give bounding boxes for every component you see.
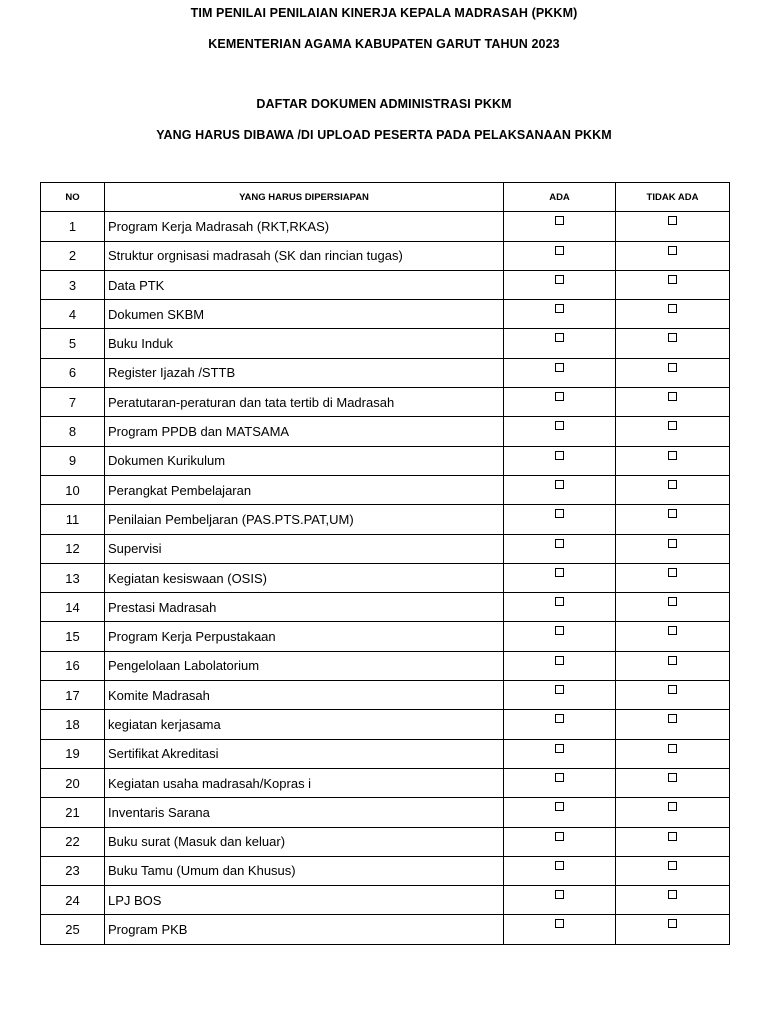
row-number: 5 (41, 329, 105, 358)
checkbox-tidak-ada[interactable] (668, 656, 677, 665)
cell-tidak-ada (616, 593, 730, 622)
row-number: 3 (41, 270, 105, 299)
cell-tidak-ada (616, 270, 730, 299)
cell-ada (504, 593, 616, 622)
checkbox-tidak-ada[interactable] (668, 832, 677, 841)
row-number: 2 (41, 241, 105, 270)
cell-tidak-ada (616, 534, 730, 563)
cell-tidak-ada (616, 739, 730, 768)
row-number: 14 (41, 593, 105, 622)
checkbox-tidak-ada[interactable] (668, 304, 677, 313)
cell-tidak-ada (616, 212, 730, 241)
row-number: 11 (41, 505, 105, 534)
cell-tidak-ada (616, 681, 730, 710)
table-row (41, 798, 730, 827)
cell-tidak-ada (616, 827, 730, 856)
cell-ada (504, 212, 616, 241)
table-row (41, 856, 730, 885)
table-header-row (41, 183, 730, 212)
checkbox-tidak-ada[interactable] (668, 802, 677, 811)
cell-ada (504, 827, 616, 856)
document-item-label: Dokumen Kurikulum (105, 446, 504, 475)
table-row (41, 622, 730, 651)
row-number: 21 (41, 798, 105, 827)
checkbox-tidak-ada[interactable] (668, 714, 677, 723)
document-item-label: Program PKB (105, 915, 504, 944)
document-item-label: Penilaian Pembeljaran (PAS.PTS.PAT,UM) (105, 505, 504, 534)
checkbox-ada[interactable] (555, 656, 564, 665)
cell-tidak-ada (616, 886, 730, 915)
table-row (41, 651, 730, 680)
table-row (41, 681, 730, 710)
checkbox-tidak-ada[interactable] (668, 392, 677, 401)
row-number: 22 (41, 827, 105, 856)
checkbox-tidak-ada[interactable] (668, 626, 677, 635)
document-item-label: Struktur orgnisasi madrasah (SK dan rincian tugas) (105, 241, 504, 270)
cell-ada (504, 563, 616, 592)
cell-ada (504, 710, 616, 739)
checkbox-tidak-ada[interactable] (668, 363, 677, 372)
checkbox-tidak-ada[interactable] (668, 568, 677, 577)
cell-tidak-ada (616, 446, 730, 475)
row-number: 9 (41, 446, 105, 475)
document-item-label: Prestasi Madrasah (105, 593, 504, 622)
document-item-label: Kegiatan kesiswaan (OSIS) (105, 563, 504, 592)
table-body (41, 212, 730, 944)
table-row (41, 212, 730, 241)
row-number: 10 (41, 475, 105, 504)
document-title-line-2: KEMENTERIAN AGAMA KABUPATEN GARUT TAHUN 2023 (208, 37, 560, 51)
checkbox-ada[interactable] (555, 744, 564, 753)
cell-ada (504, 505, 616, 534)
checkbox-tidak-ada[interactable] (668, 773, 677, 782)
row-number: 16 (41, 651, 105, 680)
document-item-label: Program Kerja Perpustakaan (105, 622, 504, 651)
cell-tidak-ada (616, 475, 730, 504)
checkbox-ada[interactable] (555, 421, 564, 430)
checkbox-ada[interactable] (555, 890, 564, 899)
table-row (41, 534, 730, 563)
column-header-no: NO (41, 183, 105, 212)
table-row (41, 388, 730, 417)
row-number: 23 (41, 856, 105, 885)
cell-tidak-ada (616, 329, 730, 358)
checkbox-tidak-ada[interactable] (668, 509, 677, 518)
cell-tidak-ada (616, 241, 730, 270)
cell-tidak-ada (616, 856, 730, 885)
cell-tidak-ada (616, 563, 730, 592)
cell-ada (504, 358, 616, 387)
cell-ada (504, 886, 616, 915)
checkbox-tidak-ada[interactable] (668, 919, 677, 928)
checkbox-ada[interactable] (555, 919, 564, 928)
cell-ada (504, 651, 616, 680)
checkbox-ada[interactable] (555, 714, 564, 723)
checkbox-tidak-ada[interactable] (668, 890, 677, 899)
table-row (41, 358, 730, 387)
document-item-label: Perangkat Pembelajaran (105, 475, 504, 504)
document-item-label: Program Kerja Madrasah (RKT,RKAS) (105, 212, 504, 241)
checkbox-ada[interactable] (555, 392, 564, 401)
checkbox-ada[interactable] (555, 802, 564, 811)
cell-ada (504, 300, 616, 329)
cell-ada (504, 681, 616, 710)
table-row (41, 446, 730, 475)
row-number: 1 (41, 212, 105, 241)
checkbox-ada[interactable] (555, 773, 564, 782)
cell-tidak-ada (616, 710, 730, 739)
checkbox-ada[interactable] (555, 861, 564, 870)
document-item-label: Peratutaran-peraturan dan tata tertib di Madrasah (105, 388, 504, 417)
document-item-label: Buku Induk (105, 329, 504, 358)
row-number: 24 (41, 886, 105, 915)
checkbox-tidak-ada[interactable] (668, 480, 677, 489)
cell-ada (504, 388, 616, 417)
column-header-ada: ADA (504, 183, 616, 212)
document-item-label: Komite Madrasah (105, 681, 504, 710)
checkbox-tidak-ada[interactable] (668, 685, 677, 694)
table-row (41, 270, 730, 299)
cell-tidak-ada (616, 798, 730, 827)
cell-tidak-ada (616, 651, 730, 680)
cell-ada (504, 768, 616, 797)
cell-ada (504, 417, 616, 446)
row-number: 7 (41, 388, 105, 417)
checkbox-ada[interactable] (555, 568, 564, 577)
checkbox-tidak-ada[interactable] (668, 539, 677, 548)
row-number: 18 (41, 710, 105, 739)
checkbox-ada[interactable] (555, 363, 564, 372)
cell-tidak-ada (616, 358, 730, 387)
checkbox-ada[interactable] (555, 275, 564, 284)
checkbox-tidak-ada[interactable] (668, 275, 677, 284)
document-item-label: Register Ijazah /STTB (105, 358, 504, 387)
cell-ada (504, 534, 616, 563)
table-row (41, 886, 730, 915)
cell-ada (504, 622, 616, 651)
table-row (41, 563, 730, 592)
document-item-label: kegiatan kerjasama (105, 710, 504, 739)
cell-ada (504, 329, 616, 358)
cell-ada (504, 241, 616, 270)
cell-ada (504, 798, 616, 827)
row-number: 19 (41, 739, 105, 768)
cell-ada (504, 270, 616, 299)
checkbox-tidak-ada[interactable] (668, 246, 677, 255)
document-item-label: Dokumen SKBM (105, 300, 504, 329)
document-item-label: Sertifikat Akreditasi (105, 739, 504, 768)
row-number: 12 (41, 534, 105, 563)
document-checklist-table (40, 182, 730, 945)
table-row (41, 593, 730, 622)
row-number: 15 (41, 622, 105, 651)
row-number: 25 (41, 915, 105, 944)
row-number: 13 (41, 563, 105, 592)
document-item-label: Pengelolaan Labolatorium (105, 651, 504, 680)
checkbox-ada[interactable] (555, 216, 564, 225)
cell-ada (504, 475, 616, 504)
table-row (41, 768, 730, 797)
cell-ada (504, 739, 616, 768)
checkbox-tidak-ada[interactable] (668, 333, 677, 342)
checkbox-tidak-ada[interactable] (668, 744, 677, 753)
checkbox-tidak-ada[interactable] (668, 216, 677, 225)
table-row (41, 475, 730, 504)
document-title-line-1: TIM PENILAI PENILAIAN KINERJA KEPALA MADRASAH (PKKM) (190, 6, 578, 20)
cell-ada (504, 446, 616, 475)
document-subtitle-line-2: YANG HARUS DIBAWA /DI UPLOAD PESERTA PADA PELAKSANAAN PKKM (156, 128, 612, 142)
checkbox-tidak-ada[interactable] (668, 421, 677, 430)
cell-tidak-ada (616, 768, 730, 797)
checkbox-ada[interactable] (555, 480, 564, 489)
checkbox-tidak-ada[interactable] (668, 451, 677, 460)
row-number: 6 (41, 358, 105, 387)
checkbox-ada[interactable] (555, 832, 564, 841)
cell-tidak-ada (616, 300, 730, 329)
cell-tidak-ada (616, 505, 730, 534)
table-row (41, 915, 730, 944)
column-header-tidak-ada: TIDAK ADA (616, 183, 730, 212)
checkbox-ada[interactable] (555, 597, 564, 606)
cell-ada (504, 915, 616, 944)
cell-ada (504, 856, 616, 885)
cell-tidak-ada (616, 622, 730, 651)
checkbox-tidak-ada[interactable] (668, 861, 677, 870)
column-header-item: YANG HARUS DIPERSIAPAN (105, 183, 504, 212)
document-item-label: Buku surat (Masuk dan keluar) (105, 827, 504, 856)
checkbox-ada[interactable] (555, 539, 564, 548)
table-row (41, 505, 730, 534)
checkbox-tidak-ada[interactable] (668, 597, 677, 606)
checkbox-ada[interactable] (555, 304, 564, 313)
row-number: 17 (41, 681, 105, 710)
table-row (41, 827, 730, 856)
table-row (41, 329, 730, 358)
table-row (41, 739, 730, 768)
document-item-label: Kegiatan usaha madrasah/Kopras i (105, 768, 504, 797)
checkbox-ada[interactable] (555, 333, 564, 342)
row-number: 4 (41, 300, 105, 329)
document-item-label: LPJ BOS (105, 886, 504, 915)
document-item-label: Inventaris Sarana (105, 798, 504, 827)
document-item-label: Supervisi (105, 534, 504, 563)
checkbox-ada[interactable] (555, 246, 564, 255)
checkbox-ada[interactable] (555, 451, 564, 460)
row-number: 20 (41, 768, 105, 797)
document-item-label: Buku Tamu (Umum dan Khusus) (105, 856, 504, 885)
checkbox-ada[interactable] (555, 685, 564, 694)
row-number: 8 (41, 417, 105, 446)
table-row (41, 300, 730, 329)
document-subtitle-line-1: DAFTAR DOKUMEN ADMINISTRASI PKKM (256, 97, 512, 111)
cell-tidak-ada (616, 915, 730, 944)
table-row (41, 710, 730, 739)
checkbox-ada[interactable] (555, 509, 564, 518)
cell-tidak-ada (616, 417, 730, 446)
document-item-label: Program PPDB dan MATSAMA (105, 417, 504, 446)
table-row (41, 241, 730, 270)
checkbox-ada[interactable] (555, 626, 564, 635)
cell-tidak-ada (616, 388, 730, 417)
table-row (41, 417, 730, 446)
document-item-label: Data PTK (105, 270, 504, 299)
